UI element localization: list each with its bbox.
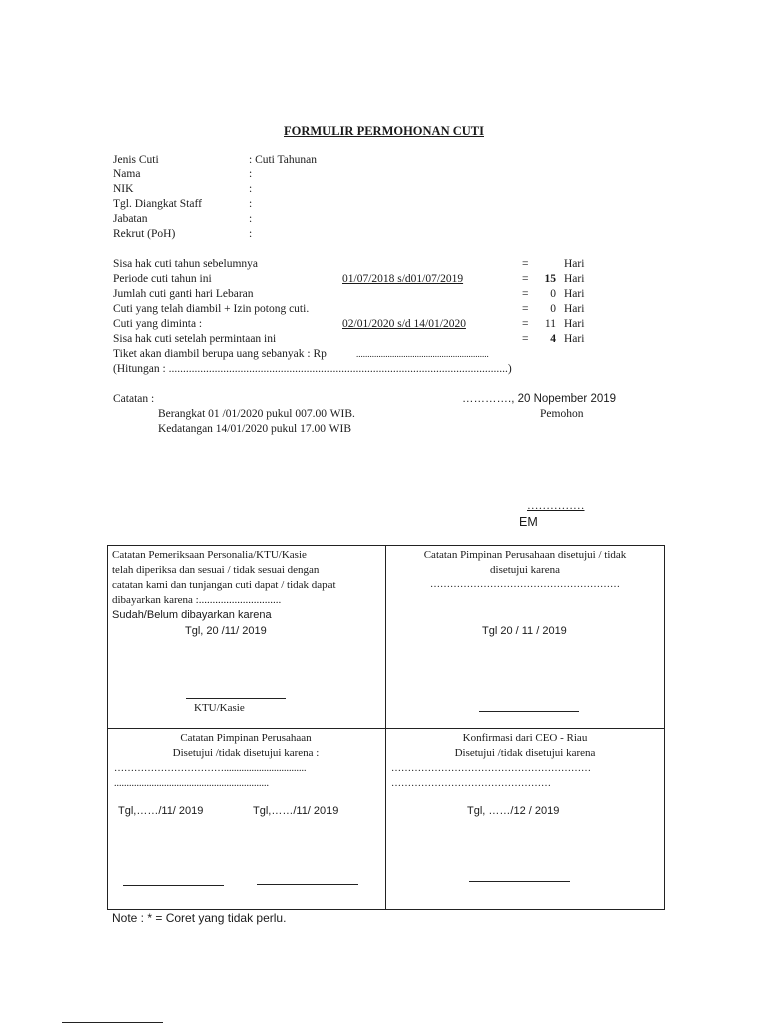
leave-row-num: 15 [544, 273, 556, 285]
cell-personalia-sign-label: KTU/Kasie [194, 702, 245, 714]
leave-row-eq: = [522, 258, 529, 270]
cell-personalia-line: dibayarkan karena :.............................. [112, 594, 282, 606]
cell-pimpinan-dots: ………………………………………………… [430, 579, 620, 590]
field-label-tgl-diangkat: Tgl. Diangkat Staff [113, 198, 202, 210]
leave-row-unit: Hari [564, 258, 585, 270]
leave-row-label: Periode cuti tahun ini [113, 273, 212, 285]
field-label-rekrut: Rekrut (PoH) [113, 228, 176, 240]
field-label-jenis-cuti: Jenis Cuti [113, 154, 159, 166]
leave-row-unit: Hari [564, 273, 585, 285]
cell-pimpinan-line: Catatan Pimpinan Perusahaan disetujui / tidak [423, 549, 627, 561]
leave-row-eq: = [522, 288, 529, 300]
leave-row-label: Cuti yang diminta : [113, 318, 203, 330]
ticket-dots: ........................................................... [356, 349, 489, 359]
cell-personalia-date: Tgl, 20 /11/ 2019 [185, 625, 267, 637]
leave-row-label: Sisa hak cuti tahun sebelumnya [113, 258, 258, 270]
applicant-signature-dots: …………… [527, 500, 585, 512]
cell-ceo-line: Disetujui /tidak disetujui karena [454, 747, 596, 759]
leave-row-detail: 02/01/2020 s/d 14/01/2020 [342, 318, 466, 330]
footer-rule [62, 1022, 163, 1023]
leave-row-label: Jumlah cuti ganti hari Lebaran [113, 288, 254, 300]
leave-row-eq: = [522, 273, 529, 285]
leave-row-num: 4 [550, 333, 556, 345]
signature-line [479, 711, 579, 712]
leave-row-eq: = [522, 318, 529, 330]
cell-ceo-line: Konfirmasi dari CEO - Riau [462, 732, 588, 744]
leave-row-label: Sisa hak cuti setelah permintaan ini [113, 333, 277, 345]
leave-row-eq: = [522, 333, 529, 345]
cell-pimpinan-bottom-date-left: Tgl,……/11/ 2019 [118, 805, 204, 817]
cell-pimpinan-bottom-line: Catatan Pimpinan Perusahaan [180, 732, 312, 744]
signature-line [186, 698, 286, 699]
field-value-jenis-cuti: : Cuti Tahunan [249, 154, 317, 166]
applicant-initials: EM [519, 515, 538, 529]
cell-ceo-date: Tgl, ……/12 / 2019 [467, 805, 560, 817]
cell-personalia-line: telah diperiksa dan sesuai / tidak sesuai dengan [112, 564, 320, 576]
cell-pimpinan-line: disetujui karena [490, 564, 560, 576]
leave-row-num: 11 [544, 318, 556, 330]
field-value-tgl-diangkat: : [249, 198, 253, 210]
cell-pimpinan-bottom-line: Disetujui /tidak disetujui karena : [172, 747, 320, 759]
leave-row-unit: Hari [564, 333, 585, 345]
form-title: FORMULIR PERMOHONAN CUTI [284, 124, 484, 138]
table-column-divider [385, 545, 386, 910]
cell-personalia-line: Sudah/Belum dibayarkan karena [112, 609, 272, 621]
leave-row-eq: = [522, 303, 529, 315]
field-value-nik: : [249, 183, 253, 195]
field-value-nama: : [249, 168, 253, 180]
ticket-line: Tiket akan diambil berupa uang sebanyak : Rp [113, 348, 327, 360]
leave-row-label: Cuti yang telah diambil + Izin potong cuti. [113, 303, 310, 315]
arrival-note: Kedatangan 14/01/2020 pukul 17.00 WIB [158, 423, 352, 435]
cell-pimpinan-bottom-date-right: Tgl,……/11/ 2019 [253, 805, 339, 817]
cell-ceo-dots: …………………………………………………… [391, 763, 591, 774]
leave-row-unit: Hari [564, 303, 585, 315]
cell-personalia-line: catatan kami dan tunjangan cuti dapat / tidak dapat [112, 579, 336, 591]
cell-pimpinan-bottom-dots: .............................................................. [114, 778, 269, 789]
leave-row-unit: Hari [564, 288, 585, 300]
table-row-divider [107, 728, 665, 729]
footnote: Note : * = Coret yang tidak perlu. [112, 911, 287, 925]
cell-pimpinan-bottom-dots: ……………………………................................. [114, 763, 307, 774]
field-value-jabatan: : [249, 213, 253, 225]
field-value-rekrut: : [249, 228, 253, 240]
signature-line [257, 884, 358, 885]
signature-line [469, 881, 570, 882]
signature-line [123, 885, 224, 886]
cell-pimpinan-date: Tgl 20 / 11 / 2019 [482, 625, 567, 637]
cell-personalia-line: Catatan Pemeriksaan Personalia/KTU/Kasie [112, 549, 307, 561]
pemohon-label: Pemohon [540, 408, 584, 420]
leave-row-num: 0 [550, 288, 556, 300]
field-label-jabatan: Jabatan [113, 213, 148, 225]
request-date: …………., 20 Nopember 2019 [462, 393, 617, 405]
hitungan-line: (Hitungan : ......................................................................................................................) [113, 363, 512, 375]
departure-note: Berangkat 01 /01/2020 pukul 007.00 WIB. [158, 408, 355, 420]
catatan-label: Catatan : [113, 393, 155, 405]
cell-ceo-dots: ………………………………………… [391, 778, 551, 789]
leave-row-unit: Hari [564, 318, 585, 330]
leave-row-num: 0 [550, 303, 556, 315]
leave-row-detail: 01/07/2018 s/d01/07/2019 [342, 273, 464, 285]
field-label-nik: NIK [113, 183, 134, 195]
field-label-nama: Nama [113, 168, 141, 180]
